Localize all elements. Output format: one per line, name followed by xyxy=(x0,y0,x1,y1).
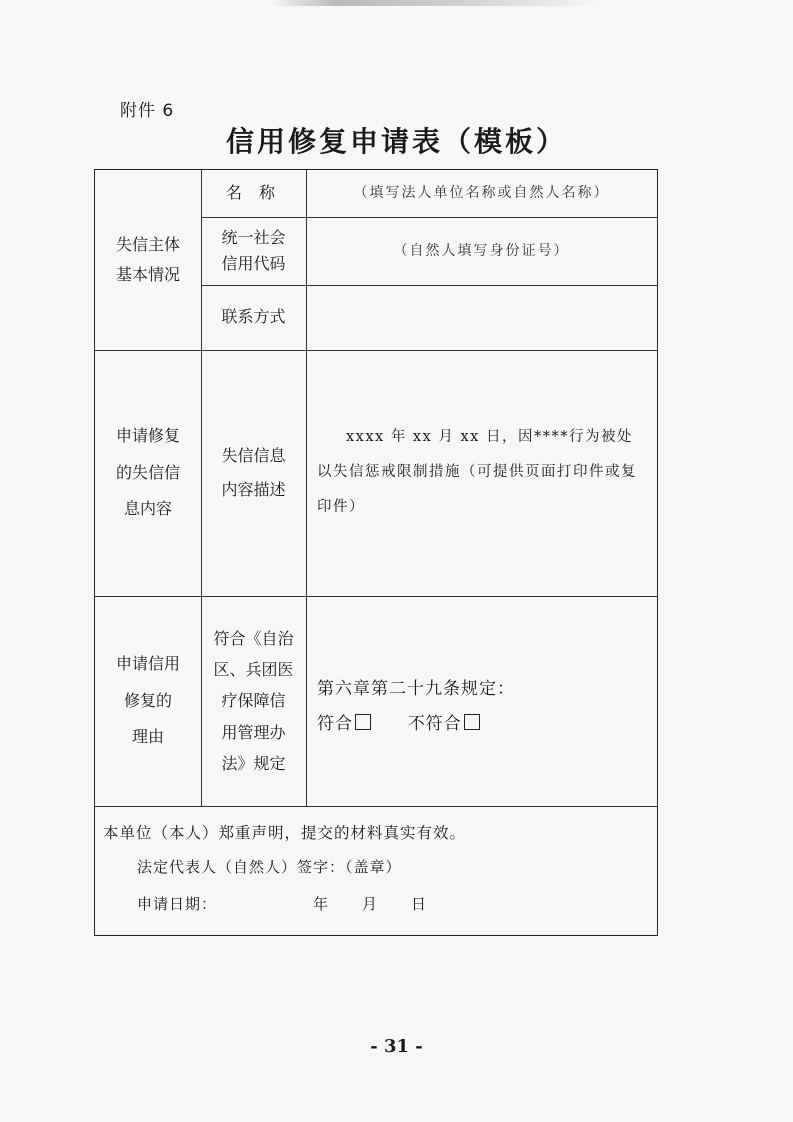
info-description-field[interactable]: xxxx 年 xx 月 xx 日，因****行为被处以失信惩戒限制措施（可提供页面打印件或复印件） xyxy=(317,429,637,515)
credit-code-label: 统一社会 信用代码 xyxy=(221,228,286,273)
reason-options xyxy=(317,708,480,740)
date-year[interactable]: 年 xyxy=(313,895,330,913)
date-label: 申请日期： xyxy=(137,895,218,913)
info-description-label: 失信信息 内容描述 xyxy=(221,446,286,499)
page-title: 信用修复申请表（模板） xyxy=(225,125,567,158)
application-form xyxy=(94,169,658,936)
scan-artifact xyxy=(270,0,600,6)
credit-code-field[interactable]: （自然人填写身份证号） xyxy=(393,242,570,259)
page-number: - 31 - xyxy=(370,1036,423,1057)
basic-section-label: 失信主体 基本情况 xyxy=(115,234,180,284)
reason-section-label: 申请信用 修复的 理由 xyxy=(115,653,180,747)
info-section-label: 申请修复 的失信信 息内容 xyxy=(115,425,180,519)
attachment-label: 附件 6 xyxy=(120,101,175,121)
reason-rule-text: 第六章第二十九条规定： xyxy=(317,679,515,699)
reason-rule-label: 符合《自治 区、兵团医 疗保障信 用管理办 法》规定 xyxy=(213,629,294,773)
option-not-comply-label: 不符合 xyxy=(407,714,462,734)
option-comply-checkbox[interactable] xyxy=(355,714,371,730)
name-label: 名 称 xyxy=(225,183,282,203)
date-day[interactable]: 日 xyxy=(411,895,428,913)
signature-line[interactable]: 法定代表人（自然人）签字：（盖章） xyxy=(137,858,402,876)
option-not-comply-checkbox[interactable] xyxy=(464,714,480,730)
date-month[interactable]: 月 xyxy=(362,895,379,913)
contact-label: 联系方式 xyxy=(221,307,286,327)
option-comply-label: 符合 xyxy=(317,714,353,734)
name-field[interactable]: （填写法人单位名称或自然人名称） xyxy=(353,185,610,202)
section-divider-reason xyxy=(95,806,657,807)
contact-field[interactable] xyxy=(306,285,657,350)
declaration-statement: 本单位（本人）郑重声明，提交的材料真实有效。 xyxy=(103,824,467,842)
